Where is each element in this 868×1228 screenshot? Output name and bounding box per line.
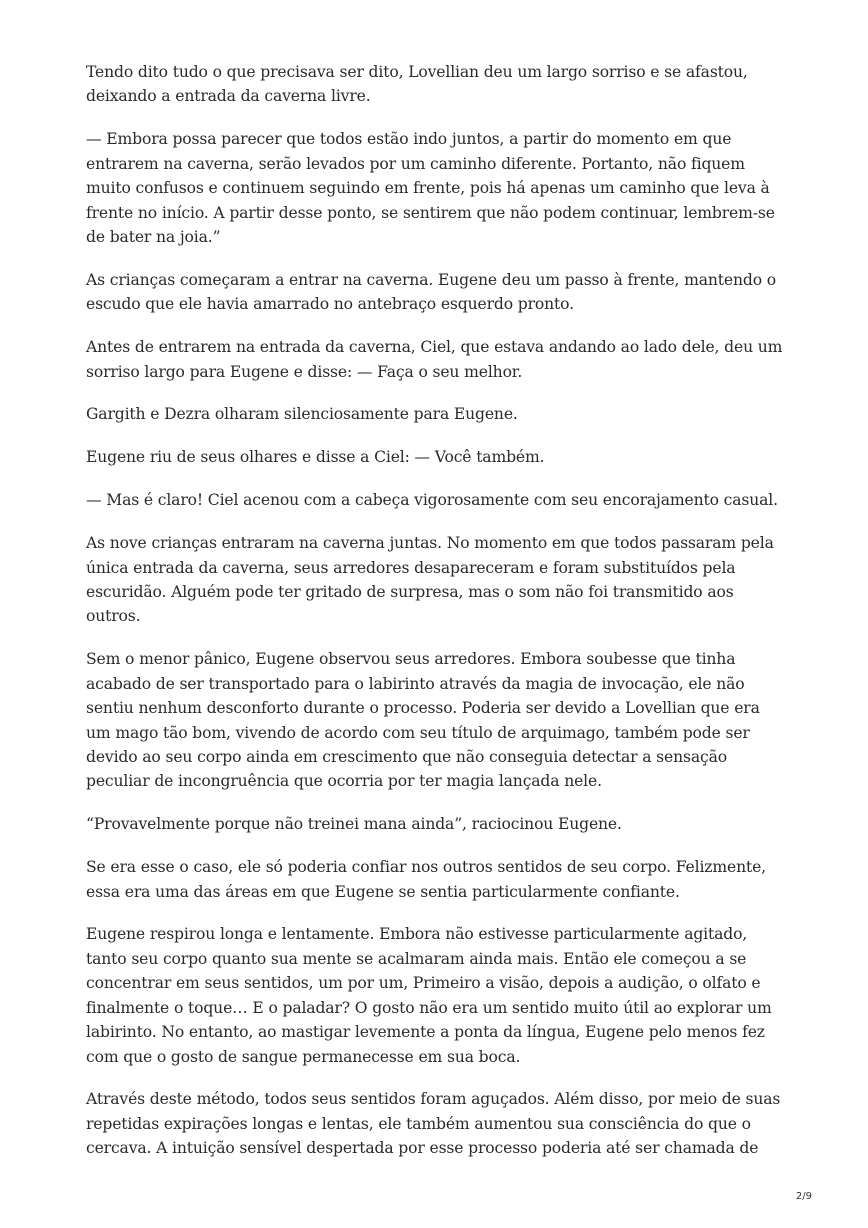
paragraph: — Embora possa parecer que todos estão indo juntos, a partir do momento em que entrarem na caverna, serão levados por um caminho diferente. Portanto, não fiquem muito confusos e continuem seguindo em frente, pois há apenas um caminho que leva à frente no início. A partir desse ponto, se sentirem que não podem continuar, lembrem-se de bater na joia.”	[86, 130, 775, 246]
paragraph: Eugene respirou longa e lentamente. Embora não estivesse particularmente agitado, tanto seu corpo quanto sua mente se acalmaram ainda mais. Então ele começou a se concentrar em seus sentidos, um por um, Primeiro a visão, depois a audição, o olfato e finalmente o toque… E o paladar? O gosto não era um sentido muito útil ao explorar um labirinto. No entanto, ao mastigar levemente a ponta da língua, Eugene pelo menos fez com que o gosto de sangue permanecesse em sua boca.	[86, 925, 772, 1066]
document-body	[86, 60, 786, 1179]
paragraph: Gargith e Dezra olharam silenciosamente para Eugene.	[86, 405, 518, 424]
paragraph: Antes de entrarem na entrada da caverna, Ciel, que estava andando ao lado dele, deu um sorriso largo para Eugene e disse: — Faça o seu melhor.	[86, 338, 783, 381]
paragraph: Através deste método, todos seus sentidos foram aguçados. Além disso, por meio de suas repetidas expirações longas e lentas, ele também aumentou sua consciência do que o cercava. A intuição sensível despertada por esse processo poderia até ser chamada de	[86, 1090, 781, 1158]
paragraph: “Provavelmente porque não treinei mana ainda”, raciocinou Eugene.	[86, 815, 622, 834]
paragraph: Se era esse o caso, ele só poderia confiar nos outros sentidos de seu corpo. Felizmente, essa era uma das áreas em que Eugene se sentia particularmente confiante.	[86, 858, 766, 901]
paragraph: — Mas é claro! Ciel acenou com a cabeça vigorosamente com seu encorajamento casual.	[86, 491, 778, 510]
page-number: 2/9	[795, 1191, 812, 1202]
paragraph: As crianças começaram a entrar na caverna. Eugene deu um passo à frente, mantendo o escudo que ele havia amarrado no antebraço esquerdo pronto.	[86, 270, 776, 314]
paragraph: Eugene riu de seus olhares e disse a Ciel: — Você também.	[86, 448, 545, 467]
paragraph: Tendo dito tudo o que precisava ser dito, Lovellian deu um largo sorriso e se afastou, deixando a entrada da caverna livre.	[86, 63, 748, 106]
paragraph: As nove crianças entraram na caverna juntas. No momento em que todos passaram pela única entrada da caverna, seus arredores desapareceram e foram substituídos pela escuridão. Alguém pode ter gritado de surpresa, mas o som não foi transmitido aos outros.	[86, 534, 774, 626]
paragraph: Sem o menor pânico, Eugene observou seus arredores. Embora soubesse que tinha acabado de ser transportado para o labirinto através da magia de invocação, ele não sentiu nenhum desconforto durante o processo. Poderia ser devido a Lovellian que era um mago tão bom, vivendo de acordo com seu título de arquimago, também pode ser devido ao seu corpo ainda em crescimento que não conseguia detectar a sensação peculiar de incongruência que ocorria por ter magia lançada nele.	[86, 650, 760, 791]
